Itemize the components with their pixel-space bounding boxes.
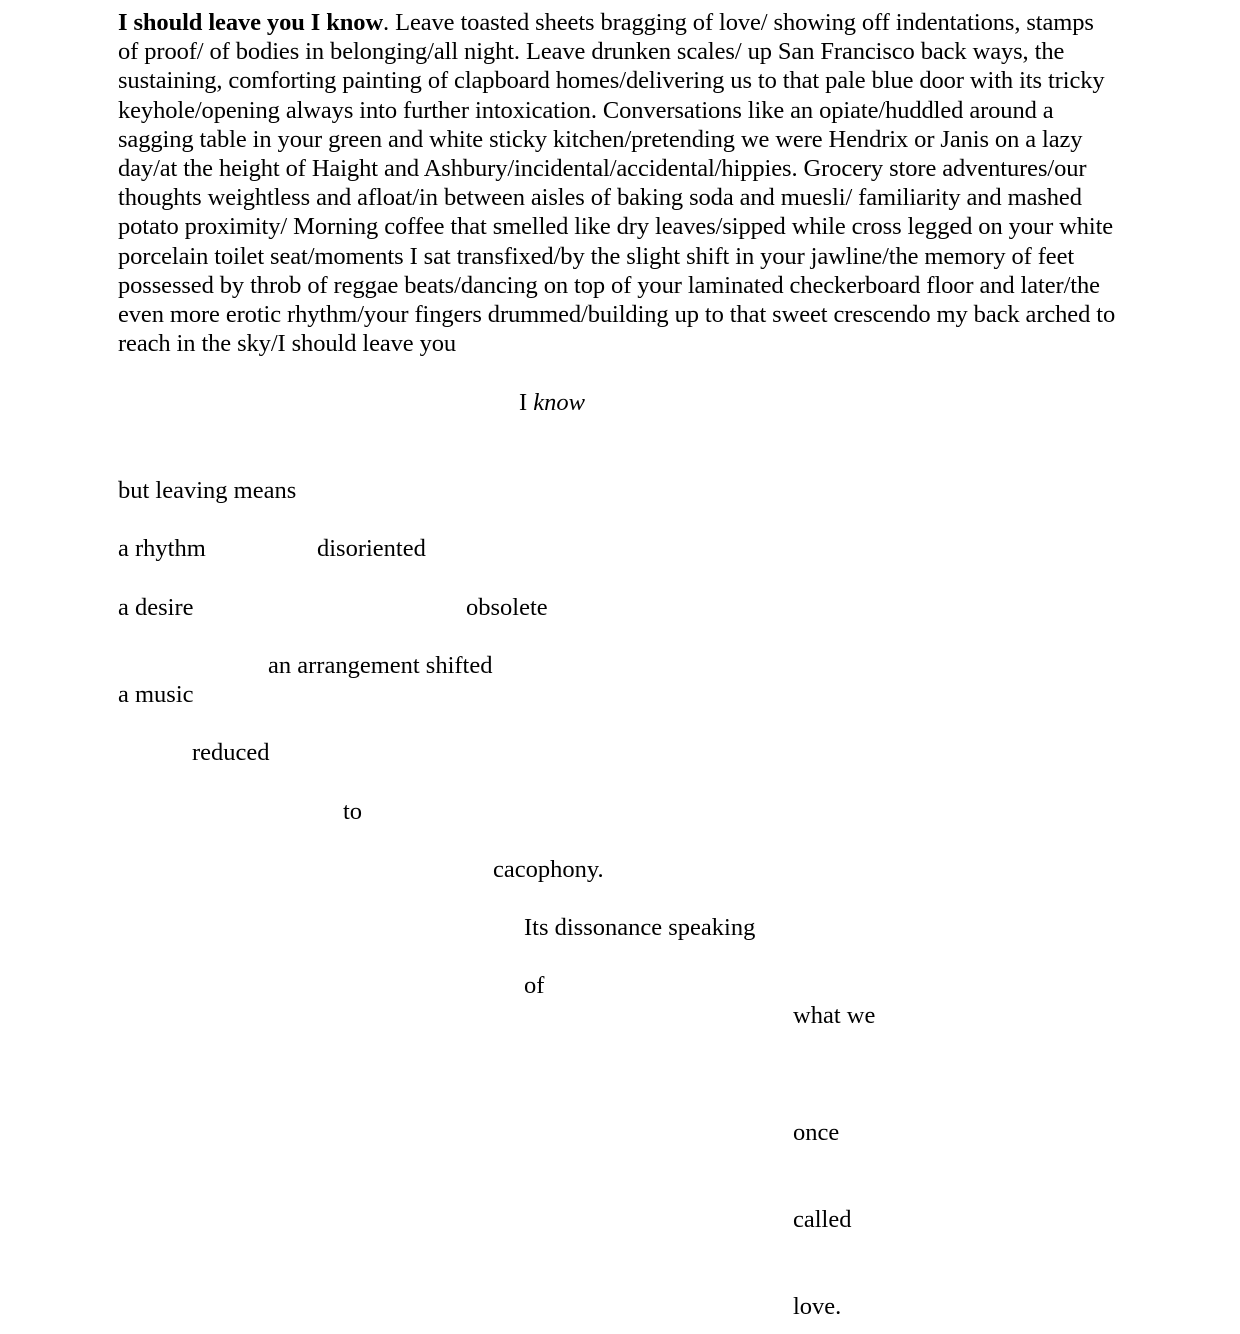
line-called: called [793, 1206, 852, 1233]
line-love: love. [793, 1293, 842, 1320]
line-disoriented: disoriented [317, 535, 426, 562]
prose-body: . Leave toasted sheets bragging of love/ showing off indentations, stamps of proof/ of bodies in belonging/all night. Leave drunken scales/ up San Francisco back ways, the sustaining, comforting painting of clapboard homes/delivering us to that pale blue door with its tricky keyhole/opening always into further intoxication. Conversations like an opiate/huddled around a sagging table in your green and white sticky kitchen/pretending we were Hendrix or Janis on a lazy day/at the height of Haight and Ashbury/incidental/accidental/hippies. Grocery store adventures/our thoughts weightless and afloat/in between aisles of baking soda and muesli/ familiarity and mashed potato proximity/ Morning coffee that smelled like dry leaves/sipped while cross legged on your white porcelain toilet seat/moments I sat transfixed/by the slight shift in your jawline/the memory of feet possessed by throb of reggae beats/dancing on top of your laminated checkerboard floor and later/the even more erotic rhythm/your fingers drummed/building up to that sweet crescendo my back arched to reach in the sky/I should leave you [118, 9, 1116, 358]
poem-title: I should leave you I know [118, 9, 384, 36]
line-obsolete: obsolete [466, 594, 548, 621]
line-a-desire: a desire [118, 594, 194, 621]
line-of: of [524, 972, 545, 999]
line-dissonance: Its dissonance speaking [524, 914, 756, 941]
line-but-leaving: but leaving means [118, 477, 297, 504]
line-a-rhythm: a rhythm [118, 535, 206, 562]
line-to: to [343, 798, 363, 825]
prose-paragraph [118, 8, 1116, 358]
line-reduced: reduced [192, 739, 270, 766]
i-know-line [519, 388, 585, 418]
know-word: know [533, 389, 586, 416]
line-a-music: a music [118, 681, 194, 708]
line-what-we: what we [793, 1002, 876, 1029]
line-cacophony: cacophony. [493, 856, 604, 883]
line-arrangement: an arrangement shifted [268, 652, 493, 679]
line-once: once [793, 1119, 840, 1146]
i-word: I [519, 389, 534, 416]
